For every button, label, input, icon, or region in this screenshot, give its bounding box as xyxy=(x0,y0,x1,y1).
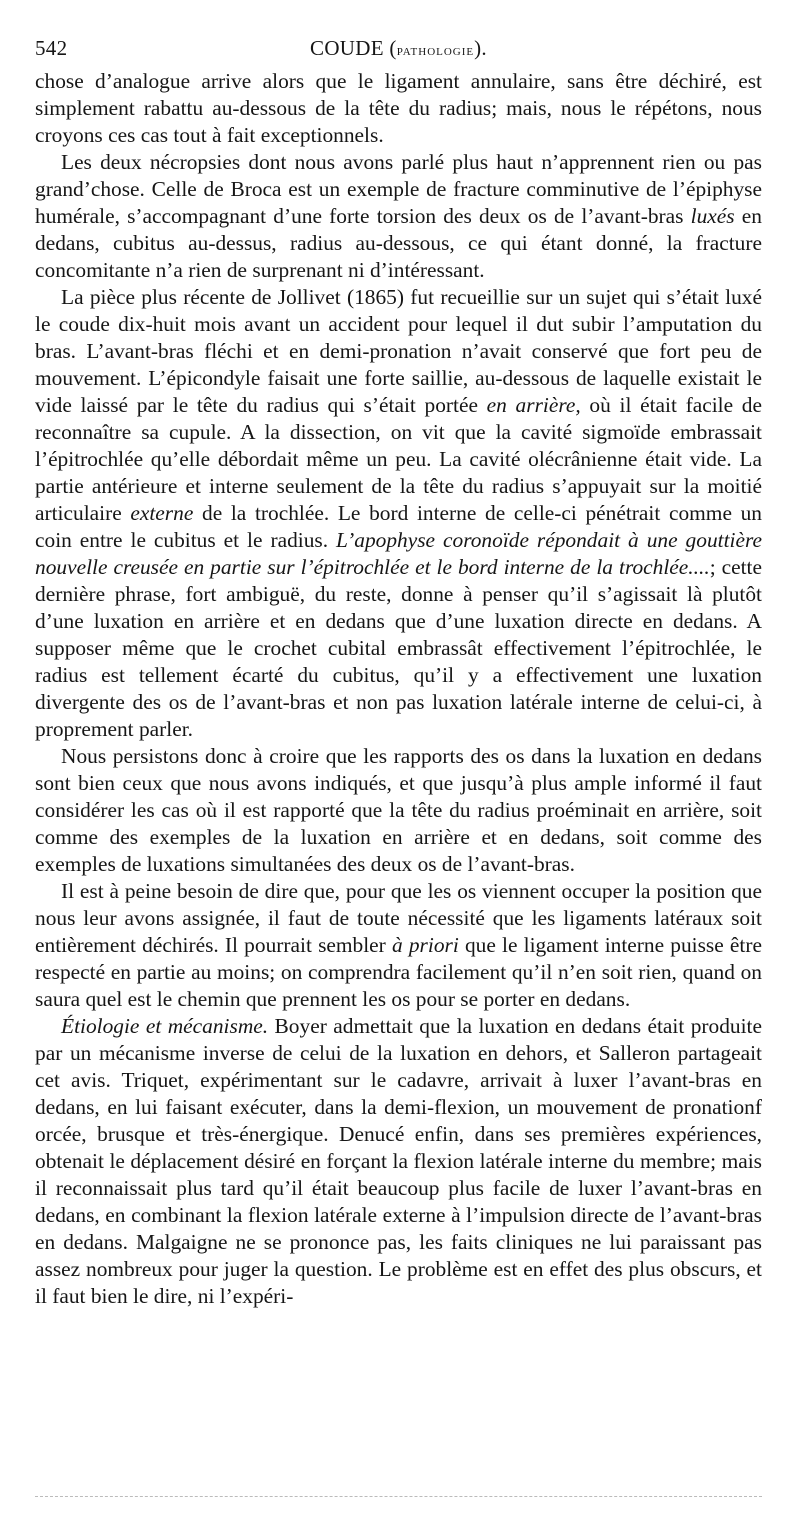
paragraph-3 xyxy=(35,284,762,743)
page-number: 542 xyxy=(35,36,68,60)
body-text xyxy=(35,68,762,1310)
emphasis-en-arriere: en arrière, xyxy=(486,393,581,417)
emphasis-luxes: luxés xyxy=(690,204,735,228)
paragraph-4: Nous persistons donc à croire que les rapports des os dans la luxation en dedans sont bien ceux que nous avons indiqués, et que jusqu’à plus ample informé il faut considérer les cas où il est rapporté que la tête du radius proéminait en arrière, soit comme des exemples de la luxation en arrière et en dedans, soit comme des exemples de luxations simultanées des deux os de l’avant-bras. xyxy=(35,744,762,876)
title-subtitle: pathologie xyxy=(396,42,475,59)
paragraph-5 xyxy=(35,878,762,1013)
paragraph-3-b: où il était facile de reconnaître sa cupule. A la dissection, on vit que la cavité sigmoïde embrassait l’épitrochlée qu’elle débordait même un peu. La cavité olécrânienne était vide. La partie antérieure et interne seulement de la tête du radius s’appuyait sur la moitié articulaire xyxy=(35,393,762,525)
emphasis-a-priori: à priori xyxy=(391,933,459,957)
emphasis-quotation: L’apophyse coronoïde répondait à une gouttière nouvelle creusée en partie sur l’épitrochlée et le bord interne de la trochlée.... xyxy=(35,528,762,579)
paragraph-2 xyxy=(35,149,762,284)
title-close: ). xyxy=(474,36,487,60)
paragraph-6 xyxy=(35,1013,762,1310)
paragraph-3-d: ; cette dernière phrase, fort ambiguë, du reste, donne à penser qu’il s’agissait là plutôt d’une luxation en arrière et en dedans que d’une luxation directe en dedans. A supposer même que le crochet cubital embrassât effectivement l’épitrochlée, le radius est tellement écarté du cubitus, qu’il y a effectivement une luxation divergente des os de l’avant-bras et non pas luxation latérale interne de celui-ci, à proprement parler. xyxy=(35,555,762,741)
emphasis-externe: externe xyxy=(130,501,194,525)
paragraph-2-end: en dedans, cubitus au-dessus, radius au-dessous, ce qui étant donné, la fracture concomitante n’a rien de surprenant ni d’intéressant. xyxy=(35,204,762,282)
paragraph-1: chose d’analogue arrive alors que le ligament annulaire, sans être déchiré, est simplement rabattu au-dessous de la tête du radius; mais, nous le répétons, nous croyons ces cas tout à fait exceptionnels. xyxy=(35,69,762,147)
running-head xyxy=(35,34,762,68)
footer-rule xyxy=(35,1496,762,1497)
page-title xyxy=(35,36,762,61)
paragraph-3-a: La pièce plus récente de Jollivet (1865) fut recueillie sur un sujet qui s’était luxé le coude dix-huit mois avant un accident pour lequel il dut subir l’amputation du bras. L’avant-bras fléchi et en demi-pronation n’avait conservé que fort peu de mouvement. L’épicondyle faisait une forte saillie, au-dessous de laquelle existait le vide laissé par le tête du radius qui s’était portée xyxy=(35,285,762,417)
paragraph-5-b: que le ligament interne puisse être respecté en partie au moins; on comprendra facilement qu’il n’en soit rien, quand on saura quel est le chemin que prennent les os pour se porter en dedans. xyxy=(35,933,762,1011)
paragraph-5-a: Il est à peine besoin de dire que, pour que les os viennent occuper la position que nous leur avons assignée, il faut de toute nécessité que les ligaments latéraux soit entièrement déchirés. Il pourrait sembler xyxy=(35,879,762,957)
paragraph-3-c: de la trochlée. Le bord interne de celle-ci pénétrait comme un coin entre le cubitus et le radius. xyxy=(35,501,762,552)
title-main: COUDE ( xyxy=(310,36,397,60)
paragraph-6-body: Boyer admettait que la luxation en dedans était produite par un mécanisme inverse de celui de la luxation en dehors, et Salleron partageait cet avis. Triquet, expérimentant sur le cadavre, arrivait à luxer l’avant-bras en dedans, en lui faisant exécuter, dans la demi-flexion, un mouvement de pronationf orcée, brusque et très-énergique. Denucé enfin, dans ses premières expériences, obtenait le déplacement désiré en forçant la flexion latérale interne du membre; mais il reconnaissait plus tard qu’il était beaucoup plus facile de luxer l’avant-bras en dedans, en combinant la flexion latérale externe à l’impulsion directe de l’avant-bras en dedans. Malgaigne ne se prononce pas, les faits cliniques ne lui paraissant pas assez nombreux pour juger la question. Le problème est en effet des plus obscurs, et il faut bien le dire, ni l’expéri- xyxy=(35,1014,762,1308)
section-heading-etiologie: Étiologie et mécanisme. xyxy=(61,1014,269,1038)
paragraph-2-text: Les deux nécropsies dont nous avons parlé plus haut n’apprennent rien ou pas grand’chose. Celle de Broca est un exemple de fracture comminutive de l’épiphyse humérale, s’accompagnant d’une forte torsion des deux os de l’avant-bras xyxy=(35,150,762,228)
